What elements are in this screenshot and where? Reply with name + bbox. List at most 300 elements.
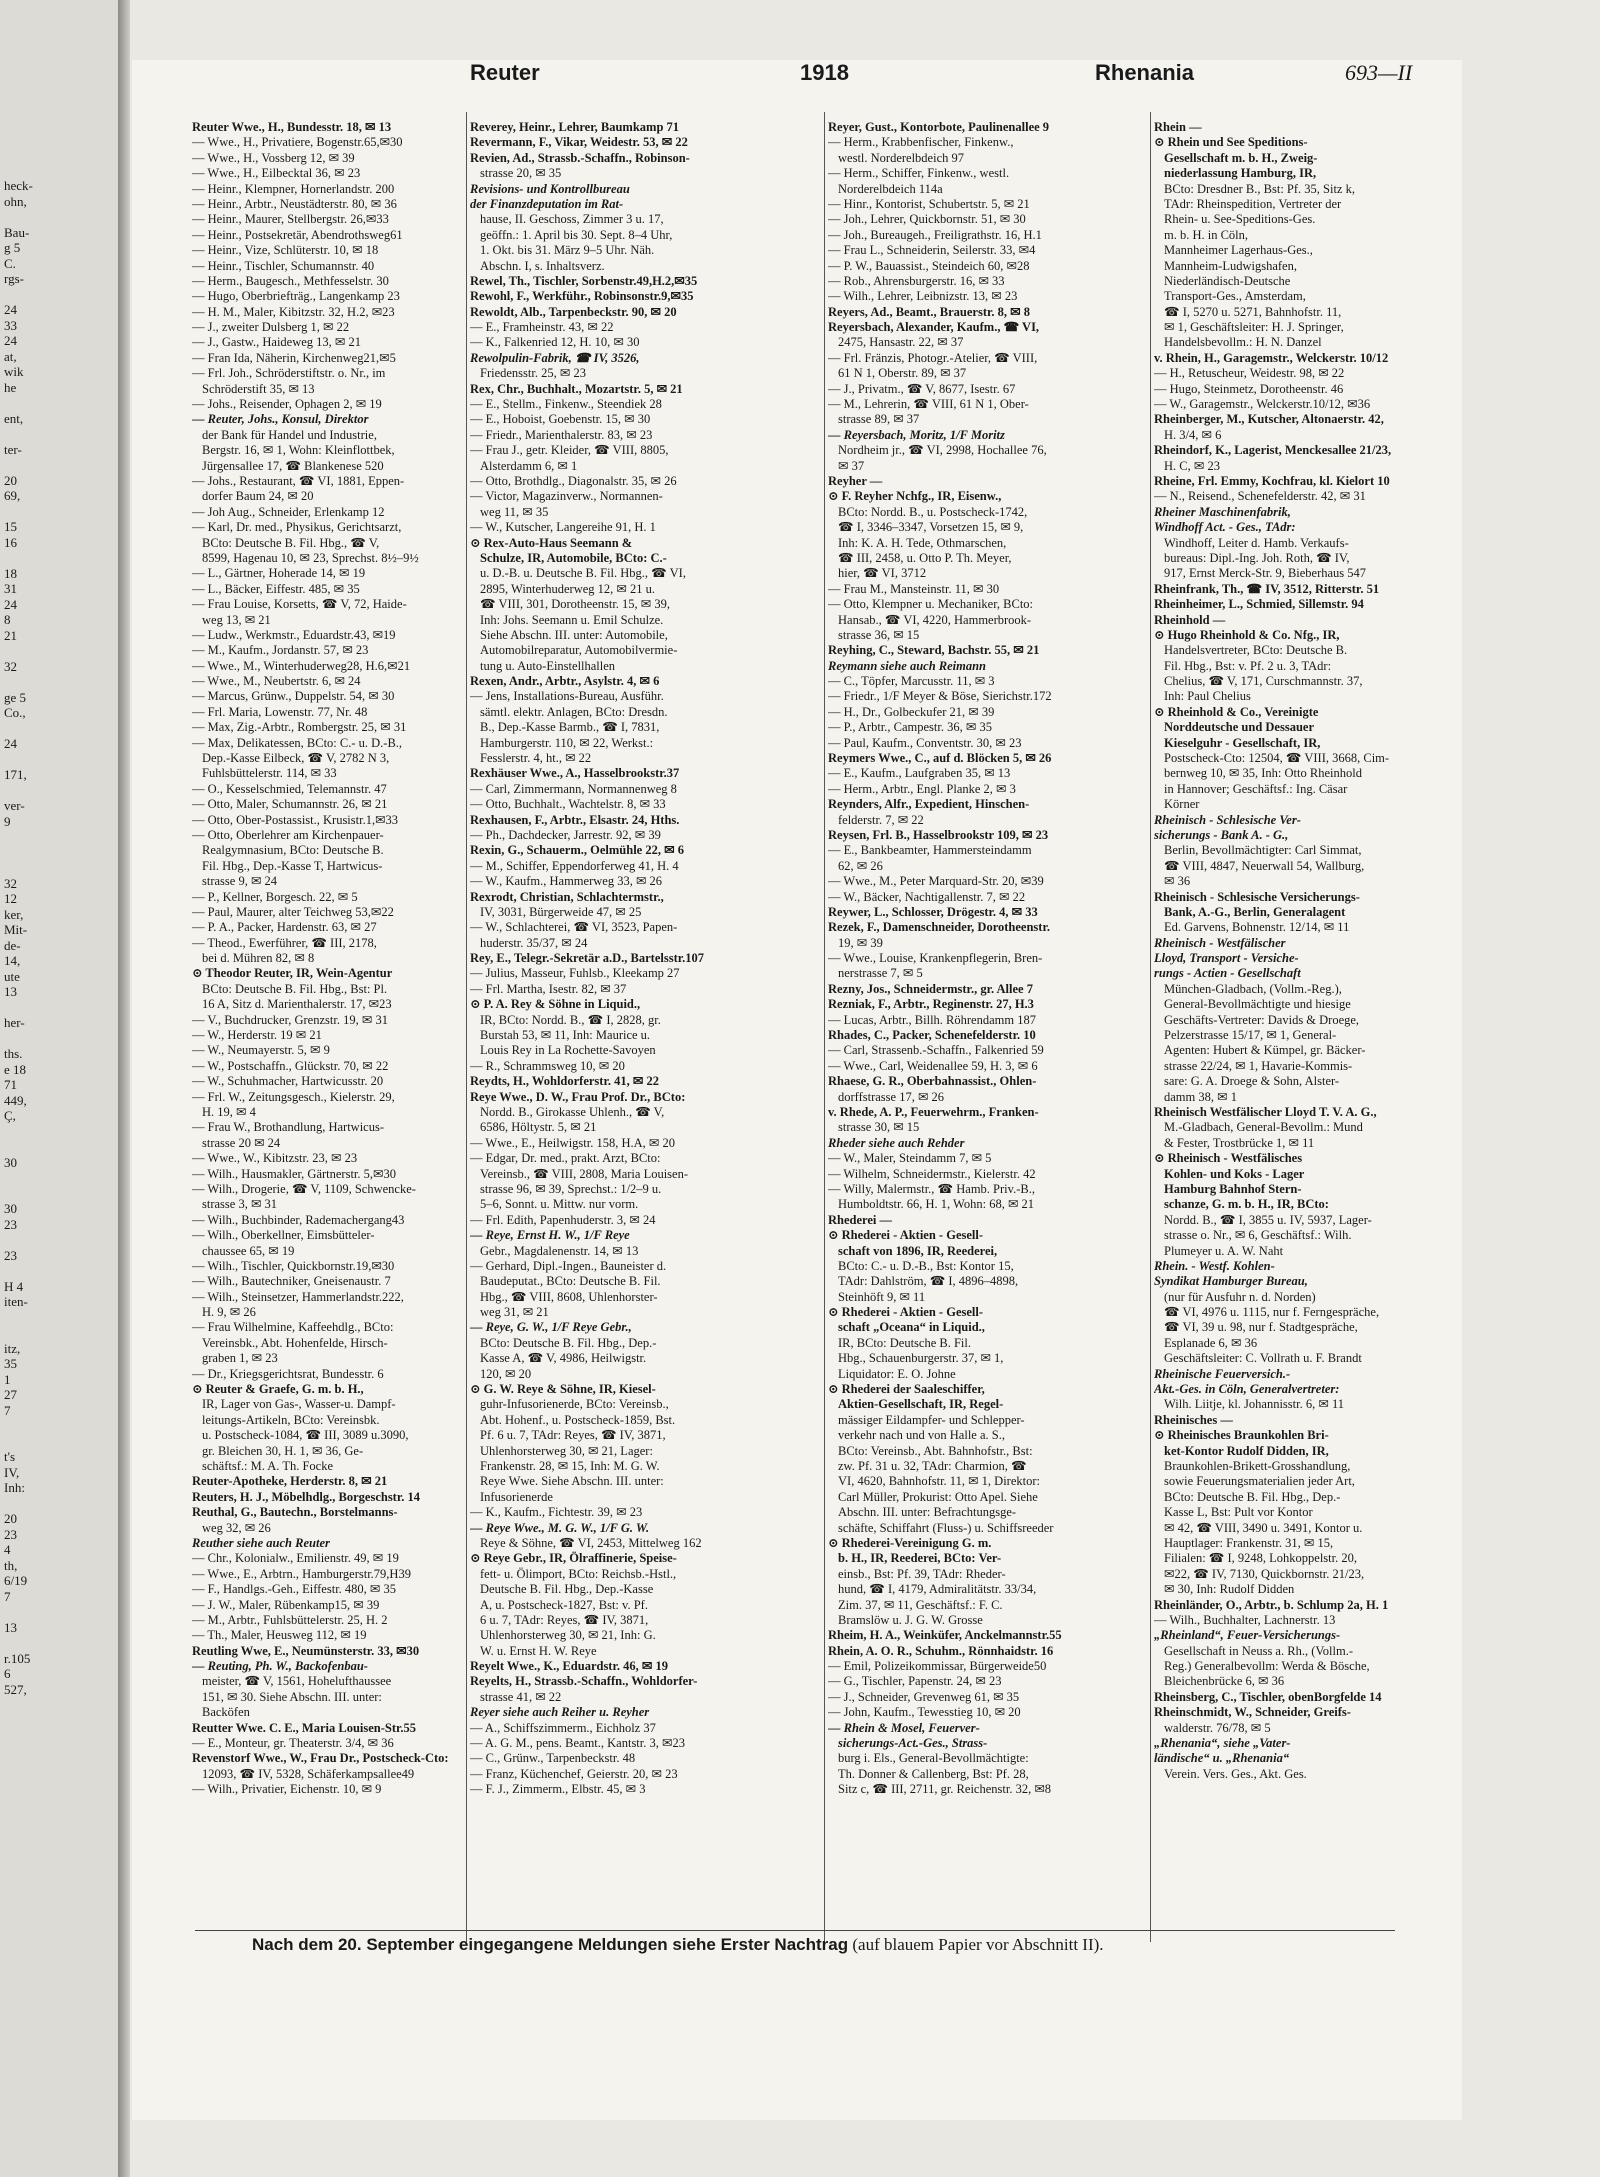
directory-entry-line: — Emil, Polizeikommissar, Bürgerweide50 [828,1659,1047,1674]
directory-entry-line: — Wilh., Buchbinder, Rademachergang43 [192,1212,405,1227]
footer-bold-text: Nach dem 20. September eingegangene Meldungen siehe Erster Nachtrag [252,1935,849,1954]
directory-entry-line: 16 A, Sitz d. Marienthalerstr. 17, ✉23 [202,997,392,1012]
previous-page-fragment: 32 [4,658,17,674]
directory-entry-line: Inh: K. A. H. Tede, Othmarschen, [838,535,1007,550]
previous-page-fragment [4,860,104,876]
directory-entry-line: — Wilh., Lehrer, Leibnizstr. 13, ✉ 23 [828,289,1018,304]
directory-entry-line: — Friedr., 1/F Meyer & Böse, Sierichstr.172 [828,689,1052,704]
directory-entry-line: Rheder siehe auch Rehder [828,1135,965,1150]
directory-entry-line: 5–6, Sonnt. u. Mittw. nur vorm. [480,1197,639,1212]
directory-entry-line: Louis Rey in La Rochette-Savoyen [480,1043,656,1058]
directory-entry-line: IR, BCto: Deutsche B. Fil. [838,1335,971,1350]
directory-entry-line: — Carl, Strassenb.-Schaffn., Falkenried 59 [828,1043,1044,1058]
directory-entry-line: 151, ✉ 30. Siehe Abschn. III. unter: [202,1689,382,1704]
directory-entry-line: — Johs., Reisender, Ophagen 2, ✉ 19 [192,397,382,412]
directory-entry-line: bei d. Mühren 82, ✉ 8 [202,951,315,966]
directory-entry-line: A, u. Postscheck-1827, Bst: v. Pf. [480,1597,648,1612]
directory-entry-line: Humboldtstr. 66, H. 1, Wohn: 68, ✉ 21 [838,1197,1035,1212]
directory-entry-line: — J., zweiter Dulsberg 1, ✉ 22 [192,320,350,335]
directory-entry-line: — Wwe., H., Vossberg 12, ✉ 39 [192,150,355,165]
directory-entry-line: Reye Wwe. Siehe Abschn. III. unter: [480,1474,664,1489]
directory-entry-line: — Frau Louise, Korsetts, ☎ V, 72, Haide- [192,597,407,612]
directory-entry-line: Berlin, Bevollmächtigter: Carl Simmat, [1164,843,1362,858]
previous-page-fragment: he [4,379,17,395]
directory-entry-line: zw. Pf. 31 u. 32, TAdr: Charmion, ☎ [838,1458,1027,1473]
directory-entry-line: ⊙ Rheinisches Braunkohlen Bri- [1154,1428,1329,1443]
previous-page-fragment: 24 [4,596,17,612]
directory-entry-line: Rhein- u. See-Speditions-Ges. [1164,212,1316,227]
directory-entry-line: 61 N 1, Oberstr. 89, ✉ 37 [838,366,967,381]
directory-entry-line: — Frl. Joh., Schröderstiftstr. o. Nr., im [192,366,386,381]
directory-entry-line: — Max, Delikatessen, BCto: C.- u. D.-B., [192,735,403,750]
directory-entry-line: Fesslerstr. 4, ht., ✉ 22 [480,751,592,766]
previous-page-fragment [4,1434,104,1450]
previous-page-fragment [4,829,104,845]
directory-entry-line: Revermann, F., Vikar, Weidestr. 53, ✉ 22 [470,135,688,150]
directory-entry-line: B., Dep.-Kasse Barmb., ☎ I, 7831, [480,720,660,735]
directory-entry-line: Rewel, Th., Tischler, Sorbenstr.49,H.2,✉35 [470,273,698,288]
directory-entry-line: Rezny, Jos., Schneidermstr., gr. Allee 7 [828,981,1033,996]
previous-page-fragment [4,783,104,799]
directory-entry-line: ket-Kontor Rudolf Didden, IR, [1164,1443,1329,1458]
previous-page-fragment [4,1310,104,1326]
directory-entry-line: Pf. 6 u. 7, TAdr: Reyes, ☎ IV, 3871, [480,1428,666,1443]
directory-entry-line: rungs - Actien - Gesellschaft [1154,966,1301,981]
directory-entry-line: v. Rhede, A. P., Feuerwehrm., Franken- [828,1105,1039,1119]
directory-entry-line: strasse 89, ✉ 37 [838,412,920,427]
directory-entry-line: — Wilh., Privatier, Eichenstr. 10, ✉ 9 [192,1782,382,1797]
directory-entry-line: Abschn. I, s. Inhaltsverz. [480,258,605,273]
directory-entry-line: — Heinr., Tischler, Schumannstr. 40 [192,258,375,273]
directory-entry-line: Gesellschaft m. b. H., Zweig- [1164,150,1318,165]
directory-entry-line: u. D.-B. u. Deutsche B. Fil. Hbg., ☎ VI, [480,566,686,581]
directory-entry-line: — Frau Wilhelmine, Kaffeehdlg., BCto: [192,1320,394,1335]
directory-entry-line: — Herm., Arbtr., Engl. Planke 2, ✉ 3 [828,781,1016,796]
directory-entry-line: sicherungs-Act.-Ges., Strass- [838,1736,988,1751]
directory-entry-line: Jürgensallee 17, ☎ Blankenese 520 [202,458,384,473]
directory-entry-line: — Karl, Dr. med., Physikus, Gerichtsarzt, [192,520,402,535]
directory-entry-line: Handelsbevollm.: H. N. Danzel [1164,335,1322,350]
directory-entry-line: Rheinschmidt, W., Schneider, Greifs- [1154,1705,1351,1720]
directory-entry-line: — O., Kesselschmied, Telemannstr. 47 [192,781,387,796]
directory-entry-line: Mannheimer Lagerhaus-Ges., [1164,243,1313,258]
directory-entry-line: Friedensstr. 25, ✉ 23 [480,366,586,381]
directory-entry-line: — Carl, Zimmermann, Normannenweg 8 [470,781,677,796]
directory-entry-line: Hbg., Schauenburgerstr. 37, ✉ 1, [838,1351,1004,1366]
directory-entry-line: bureaus: Dipl.-Ing. Joh. Roth, ☎ IV, [1164,550,1350,565]
directory-entry-line: — R., Schrammsweg 10, ✉ 20 [470,1058,625,1073]
directory-entry-line: ⊙ Rhederei - Aktien - Gesell- [828,1305,984,1320]
directory-entry-line: — Wwe., E., Arbtrn., Hamburgerstr.79,H39 [192,1566,411,1581]
previous-page-fragment [4,1263,104,1279]
directory-entry-line: — W., Kaufm., Hammerweg 33, ✉ 26 [470,874,663,889]
previous-page-fragment: 69, [4,488,21,503]
directory-entry-line: Rewoldt, Alb., Tarpenbeckstr. 90, ✉ 20 [470,304,677,319]
directory-entry-line: Rheinfrank, Th., ☎ IV, 3512, Ritterstr. 51 [1154,581,1380,596]
previous-page-fragment: rgs- [4,271,24,286]
directory-entry-line: schäfte, Schiffahrt (Fluss-) u. Schiffsreeder [838,1520,1054,1535]
directory-entry-line: — E., Framheinstr. 43, ✉ 22 [470,320,614,335]
directory-entry-line: — W., Schuhmacher, Hartwicusstr. 20 [192,1074,384,1089]
directory-entry-line: nerstrasse 7, ✉ 5 [838,966,923,981]
directory-entry-line: 2475, Hansastr. 22, ✉ 37 [838,335,964,350]
directory-entry-line: strasse 36, ✉ 15 [838,627,920,642]
directory-entry-line: — Rob., Ahrensburgerstr. 16, ✉ 33 [828,273,1005,288]
directory-entry-line: Handelsvertreter, BCto: Deutsche B. [1164,643,1348,658]
previous-page-fragment: 71 [4,1077,17,1092]
previous-page-fragment: 32 [4,875,17,891]
previous-page-fragment: 1 [4,1371,11,1387]
directory-entry-line: — J., Schneider, Grevenweg 61, ✉ 35 [828,1689,1020,1704]
directory-entry-line: — Wilh., Oberkellner, Eimsbütteler- [192,1228,375,1243]
previous-page-fragment: 21 [4,627,17,643]
directory-entry-line: Inh: Paul Chelius [1164,689,1251,704]
directory-entry-line: 8599, Hagenau 10, ✉ 23, Sprechst. 8½–9½ [202,550,419,565]
directory-entry-line: — L., Gärtner, Hoherade 14, ✉ 19 [192,566,366,581]
directory-entry-line: — Reye, Ernst H. W., 1/F Reye [470,1228,630,1243]
directory-entry-line: — M., Lehrerin, ☎ VIII, 61 N 1, Ober- [828,397,1029,412]
directory-entry-line: ☎ VIII, 301, Dorotheenstr. 15, ✉ 39, [480,597,671,612]
previous-page-edge [0,0,119,2177]
directory-entry-line: Reyer siehe auch Reiher u. Reyher [470,1705,650,1720]
directory-entry-line: Reymann siehe auch Reimann [828,658,987,673]
directory-entry-line: weg 13, ✉ 21 [202,612,271,627]
directory-entry-line: Fil. Hbg., Bst: v. Pf. 2 u. 3, TAdr: [1164,658,1332,673]
directory-entry-line: sare: G. A. Droege & Sohn, Alster- [1164,1074,1340,1089]
directory-entry-line: Hansab., ☎ VI, 4220, Hammerbrook- [838,612,1032,627]
directory-entry-line: H. 9, ✉ 26 [202,1305,256,1320]
directory-entry-line: IV, 3031, Bürgerweide 47, ✉ 25 [480,904,642,919]
previous-page-fragment: e 18 [4,1061,27,1077]
directory-entry-line: — W., Kutscher, Langereihe 91, H. 1 [470,520,656,535]
directory-entry-line: Rexrodt, Christian, Schlachtermstr., [470,889,664,904]
directory-entry-line: — W., Herderstr. 19 ✉ 21 [192,1028,322,1043]
directory-entry-line: ländische“ u. „Rhenania“ [1154,1751,1290,1766]
directory-entry-line: Baudeputat., BCto: Deutsche B. Fil. [480,1274,661,1289]
directory-entry-line: — P. A., Packer, Hardenstr. 63, ✉ 27 [192,920,377,935]
directory-entry-line: Reyer, Gust., Kontorbote, Paulinenallee 9 [828,120,1050,134]
directory-entry-line: Rhades, C., Packer, Schenefelderstr. 10 [828,1028,1036,1043]
directory-entry-line: Reyhing, C., Steward, Bachstr. 55, ✉ 21 [828,643,1040,658]
directory-entry-line: meister, ☎ V, 1561, Hohelufthaussee [202,1674,392,1689]
previous-page-fragment: H 4 [4,1278,24,1294]
directory-entry-line: — Dr., Kriegsgerichtsrat, Bundesstr. 6 [192,1366,384,1381]
directory-entry-line: 62, ✉ 26 [838,858,883,873]
directory-entry-line: — N., Reisend., Schenefelderstr. 42, ✉ 31 [1154,489,1366,504]
directory-entry-line: — A. G. M., pens. Beamt., Kantstr. 3, ✉23 [470,1736,685,1751]
previous-page-text-fragments [4,178,104,1697]
previous-page-fragment: ver- [4,798,25,813]
directory-entry-line: Rheinische Feuerversich.- [1154,1366,1291,1381]
directory-entry-line: — P., Arbtr., Campestr. 36, ✉ 35 [828,720,992,735]
directory-entry-line: dorffstrasse 17, ✉ 26 [838,1089,945,1104]
directory-entry-line: Th. Donner & Callenberg, Bst: Pf. 28, [838,1766,1029,1781]
directory-entry-line: H. 19, ✉ 4 [202,1105,256,1119]
directory-entry-line: sowie Feuerungsmaterialien jeder Art, [1164,1474,1355,1489]
directory-entry-line: Liquidator: E. O. Johne [838,1366,956,1381]
directory-entry-line: Rezek, F., Damenschneider, Dorotheenstr. [828,920,1050,935]
directory-entry-line: Automobilreparatur, Automobilvermie- [480,643,678,658]
directory-entry-line: — Wwe., M., Winterhuderweg28, H.6,✉21 [192,658,411,673]
directory-entry-line: gr. Bleichen 30, H. 1, ✉ 36, Ge- [202,1443,364,1458]
directory-entry-line: Sitz c, ☎ III, 2711, gr. Reichenstr. 32, ✉8 [838,1782,1052,1797]
directory-entry-line: ☎ III, 2458, u. Otto P. Th. Meyer, [838,550,1012,565]
directory-entry-line: Rheinländer, O., Arbtr., b. Schlump 2a, H. 1 [1154,1597,1389,1612]
directory-entry-line: — Joh., Bureaugeh., Freiligrathstr. 16, H.1 [828,227,1042,242]
previous-page-fragment: r.105 [4,1650,31,1666]
directory-entry-line: Reyersbach, Alexander, Kaufm., ☎ VI, [828,320,1040,335]
previous-page-fragment: 6/19 [4,1573,28,1588]
directory-entry-line: burg i. Els., General-Bevollmächtigte: [838,1751,1029,1766]
directory-entry-line: — Willy, Malermstr., ☎ Hamb. Priv.-B., [828,1181,1035,1196]
directory-entry-line: — Reuting, Ph. W., Backofenbau- [192,1659,368,1674]
directory-entry-line: Schröderstift 35, ✉ 13 [202,381,315,396]
directory-entry-line: Niederländisch-Deutsche [1164,273,1291,288]
directory-entry-line: — Frl. Maria, Lowenstr. 77, Nr. 48 [192,704,368,719]
previous-page-fragment [4,1418,104,1434]
directory-entry-line: Geschäftsleiter: C. Vollrath u. F. Brandt [1164,1351,1362,1366]
directory-entry-line: — Friedr., Marienthalerstr. 83, ✉ 23 [470,427,653,442]
directory-entry-line: bernweg 10, ✉ 35, Inh: Otto Rheinhold [1164,766,1362,781]
directory-entry-line: Revien, Ad., Strassb.-Schaffn., Robinson- [470,150,690,165]
directory-entry-line: Reysen, Frl. B., Hasselbrookstr 109, ✉ 23 [828,827,1049,842]
directory-entry-line: Windhoff Act. - Ges., TAdr: [1154,520,1296,535]
previous-page-fragment: 23 [4,1216,17,1232]
directory-entry-line: — Reye Wwe., M. G. W., 1/F G. W. [470,1520,650,1535]
directory-entry-line: — J., Gastw., Haideweg 13, ✉ 21 [192,335,362,350]
directory-entry-line: 2895, Winterhuderweg 12, ✉ 21 u. [480,581,655,596]
directory-entry-line: Rhederei — [828,1212,892,1227]
directory-entry-line: Rhein — [1154,120,1202,134]
directory-entry-line: ⊙ Rhein und See Speditions- [1154,135,1308,150]
page-number: 693—II [1345,60,1413,85]
page-binding-fold [118,0,130,2177]
directory-entry-line: — Hugo, Oberbriefträg., Langenkamp 23 [192,289,400,304]
previous-page-fragment: Bau- [4,224,30,240]
directory-entry-line: Windhoff, Leiter d. Hamb. Verkaufs- [1164,535,1349,550]
directory-entry-line: Esplanade 6, ✉ 36 [1164,1335,1258,1350]
directory-entry-line: ☎ I, 5270 u. 5271, Bahnhofstr. 11, [1164,304,1342,319]
directory-entry-line: BCto: Deutsche B. Fil. Hbg., Dep.- [480,1335,657,1350]
directory-entry-line: — Julius, Masseur, Fuhlsb., Kleekamp 27 [470,966,680,981]
directory-entry-line: — Wilh., Tischler, Quickbornstr.19,✉30 [192,1258,395,1273]
directory-entry-line: H. C, ✉ 23 [1164,458,1220,473]
directory-entry-line: Mannheim-Ludwigshafen, [1164,258,1297,273]
directory-entry-line: — W., Bäcker, Nachtigallenstr. 7, ✉ 22 [828,889,1026,904]
directory-entry-line: graben 1, ✉ 23 [202,1351,278,1366]
directory-entry-line: 6586, Höltystr. 5, ✉ 21 [480,1120,597,1135]
directory-entry-line: ⊙ Rex-Auto-Haus Seemann & [470,535,633,550]
previous-page-fragment: 9 [4,813,11,829]
directory-entry-line: — Johs., Restaurant, ☎ VI, 1881, Eppen- [192,473,405,488]
previous-page-fragment: 6 [4,1666,11,1681]
directory-entry-line: Plumeyer u. A. W. Naht [1164,1243,1284,1258]
directory-entry-line: Reg.) Generalbevollm: Werda & Bösche, [1164,1659,1370,1674]
previous-page-fragment: 24 [4,333,17,348]
directory-entry-line: ✉ 1, Geschäftsleiter: H. J. Springer, [1164,320,1344,335]
directory-entry-line: ⊙ Reye Gebr., IR, Ölraffinerie, Speise- [470,1551,677,1566]
previous-page-fragment: Co., [4,705,26,720]
directory-entry-line: Rheinisch - Schlesische Ver- [1154,812,1301,827]
footer-text: (auf blauem Papier vor Abschnitt II). [852,1935,1104,1954]
directory-entry-line: sicherungs - Bank A. - G., [1154,827,1289,842]
directory-entry-line: ☎ VI, 39 u. 98, nur f. Stadtgespräche, [1164,1320,1358,1335]
previous-page-fragment [4,504,104,520]
previous-page-fragment [4,426,104,442]
directory-entry-line: Hamburgerstr. 110, ✉ 22, Werkst.: [480,735,654,750]
directory-entry-line: — W., Maler, Steindamm 7, ✉ 5 [828,1151,992,1166]
directory-entry-line: Uhlenhorsterweg 30, ✉ 21, Lager: [480,1443,653,1458]
directory-entry-line: ✉ 36 [1164,874,1191,889]
previous-page-fragment: ker, [4,906,24,922]
directory-entry-line: Rheim, H. A., Weinküfer, Anckelmannstr.55 [828,1628,1062,1643]
directory-entry-line: Kohlen- und Koks - Lager [1164,1166,1305,1181]
directory-entry-line: Inh: Johs. Seemann u. Emil Schulze. [480,612,664,627]
directory-entry-line: Gesellschaft in Neuss a. Rh., (Vollm.- [1164,1643,1353,1658]
directory-entry-line: Rhein. - Westf. Kohlen- [1154,1258,1275,1273]
directory-entry-line: einsb., Bst: Pf. 39, TAdr: Rheder- [838,1566,1006,1581]
previous-page-fragment: 33 [4,317,17,333]
previous-page-fragment: her- [4,1015,25,1030]
directory-entry-line: Rheinisch Westfälischer Lloyd T. V. A. G., [1154,1105,1377,1119]
directory-entry-line: Realgymnasium, BCto: Deutsche B. [202,843,384,858]
previous-page-fragment [4,457,104,473]
previous-page-fragment: ge 5 [4,689,27,705]
directory-entry-line: TAdr: Dahlström, ☎ I, 4896–4898, [838,1274,1019,1289]
directory-entry-line: — Frl. Fränzis, Photogr.-Atelier, ☎ VIII, [828,350,1038,365]
directory-entry-line: Zim. 37, ✉ 11, Geschäftsf.: F. C. [838,1597,1003,1612]
directory-entry-line: — G., Tischler, Papenstr. 24, ✉ 23 [828,1674,1002,1689]
directory-entry-line: — Otto, Buchhalt., Wachtelstr. 8, ✉ 33 [470,797,666,812]
directory-entry-line: Reyher — [828,473,883,488]
directory-entry-line: — Wilh., Steinsetzer, Hammerlandstr.222, [192,1289,404,1304]
directory-entry-line: — Reuter, Johs., Konsul, Direktor [192,412,369,427]
directory-entry-line: 19, ✉ 39 [838,935,883,950]
footer-note [252,1935,1452,1955]
directory-entry-line: — E., Kaufm., Laufgraben 35, ✉ 13 [828,766,1011,781]
directory-entry-line: Ed. Garvens, Bohnenstr. 12/14, ✉ 11 [1164,920,1350,935]
directory-entry-line: Abschn. III. unter: Befrachtungsge- [838,1505,1017,1520]
directory-entry-line: strasse 3, ✉ 31 [202,1197,278,1212]
previous-page-fragment [4,395,104,411]
directory-entry-line: huderstr. 35/37, ✉ 24 [480,935,588,950]
directory-entry-line: ⊙ Rheinisch - Westfälisches [1154,1151,1303,1166]
directory-entry-line: — Max, Zig.-Arbtr., Rombergstr. 25, ✉ 31 [192,720,407,735]
directory-entry-line: ✉ 30, Inh: Rudolf Didden [1164,1582,1295,1597]
directory-entry-line: Rey, E., Telegr.-Sekretär a.D., Bartelsstr.107 [470,951,705,966]
directory-entry-line: tung u. Auto-Einstellhallen [480,658,616,673]
directory-entry-line: H. 3/4, ✉ 6 [1164,427,1222,442]
previous-page-fragment: 24 [4,736,17,751]
previous-page-fragment: 14, [4,953,21,968]
directory-entry-line: — Franz, Küchenchef, Geierstr. 20, ✉ 23 [470,1766,678,1781]
directory-entry-line: ⊙ Reuter & Graefe, G. m. b. H., [192,1382,364,1397]
previous-page-fragment: IV, [4,1464,20,1480]
directory-entry-line: — Wwe., Carl, Weidenallee 59, H. 3, ✉ 6 [828,1058,1038,1073]
directory-entry-line: niederlassung Hamburg, IR, [1164,166,1317,181]
column-divider [466,112,467,1942]
directory-entry-line: Gebr., Magdalenenstr. 14, ✉ 13 [480,1243,639,1258]
directory-entry-line: Kasse A, ☎ V, 4986, Heilwigstr. [480,1351,647,1366]
directory-entry-line: Infusorienerde [480,1489,553,1504]
directory-entry-line: dorfer Baum 24, ✉ 20 [202,489,314,504]
directory-entry-line: schaft von 1896, IR, Reederei, [838,1243,998,1258]
directory-entry-line: ⊙ G. W. Reye & Söhne, IR, Kiesel- [470,1382,656,1397]
directory-entry-line: Rexen, Andr., Arbtr., Asylstr. 4, ✉ 6 [470,674,660,689]
directory-entry-line: ✉22, ☎ IV, 7130, Quickbornstr. 21/23, [1164,1566,1365,1581]
directory-entry-line: — Paul, Kaufm., Conventstr. 30, ✉ 23 [828,735,1022,750]
directory-entry-line: BCto: Deutsche B. Fil. Hbg., Dep.- [1164,1489,1341,1504]
directory-entry-line: — Joh Aug., Schneider, Erlenkamp 12 [192,504,385,519]
previous-page-fragment: 20 [4,1511,17,1526]
directory-entry-line: Braunkohlen-Brikett-Grosshandlung, [1164,1458,1351,1473]
directory-entry-line: Vereinsb., ☎ VIII, 2808, Maria Louisen- [480,1166,689,1181]
directory-entry-line: Rewolpulin-Fabrik, ☎ IV, 3526, [470,350,640,365]
directory-entry-line: Rexhausen, F., Arbtr., Elsastr. 24, Hths. [470,812,680,827]
directory-entry-line: — M., Arbtr., Fuhlsbüttelerstr. 25, H. 2 [192,1612,388,1627]
previous-page-fragment: 31 [4,581,17,596]
directory-entry-line: — Wwe., M., Neubertstr. 6, ✉ 24 [192,674,361,689]
directory-entry-line: Reyelts, H., Strassb.-Schaffn., Wohldorfer- [470,1674,698,1689]
directory-entry-line: — Rhein & Mosel, Feuerver- [828,1720,980,1735]
directory-entry-line: — Frau J., getr. Kleider, ☎ VIII, 8805, [470,443,669,458]
directory-entry-line: Körner [1164,797,1200,812]
directory-entry-line: Alsterdamm 6, ✉ 1 [480,458,578,473]
directory-entry-line: Syndikat Hamburger Bureau, [1154,1274,1308,1289]
directory-entry-line: Rheinisch - Westfälischer [1154,935,1286,950]
directory-entry-line: — John, Kaufm., Tewesstieg 10, ✉ 20 [828,1705,1021,1720]
directory-entry-line: Filialen: ☎ I, 9248, Lohkoppelstr. 20, [1164,1551,1357,1566]
directory-entry-line: — Otto, Brothdlg., Diagonalstr. 35, ✉ 26 [470,473,677,488]
directory-entry-line: Agenten: Hubert & Kümpel, gr. Bäcker- [1164,1043,1366,1058]
directory-entry-line: schaft „Oceana“ in Liquid., [838,1320,985,1335]
directory-entry-line: Rheiner Maschinenfabrik, [1154,504,1291,519]
directory-entry-line: „Rheinland“, Feuer-Versicherungs- [1154,1628,1341,1643]
directory-entry-line: strasse 96, ✉ 39, Sprechst.: 1/2–9 u. [480,1181,662,1196]
previous-page-fragment: 7 [4,1588,11,1604]
previous-page-fragment: 30 [4,1201,17,1216]
directory-entry-line: IR, BCto: Nordd. B., ☎ I, 2828, gr. [480,1012,661,1027]
directory-entry-line: b. H., IR, Reederei, BCto: Ver- [838,1551,1002,1566]
directory-entry-line: — Marcus, Grünw., Duppelstr. 54, ✉ 30 [192,689,395,704]
directory-entry-line: geöffn.: 1. April bis 30. Sept. 8–4 Uhr, [480,227,673,242]
directory-entry-line: — Heinr., Maurer, Stellbergstr. 26,✉33 [192,212,389,227]
directory-entry-line: ⊙ Theodor Reuter, IR, Wein-Agentur [192,966,393,981]
directory-entry-line: u. Postscheck-1084, ☎ III, 3089 u.3090, [202,1428,409,1443]
directory-entry-line: Schulze, IR, Automobile, BCto: C.- [480,550,667,565]
directory-entry-line: — Paul, Maurer, alter Teichweg 53,✉22 [192,904,394,919]
column-1 [192,120,464,1798]
previous-page-fragment [4,1186,104,1202]
previous-page-fragment [4,1170,104,1186]
directory-entry-line: Rheine, Frl. Emmy, Kochfrau, kl. Kielort 10 [1154,473,1390,488]
directory-entry-line: — Wwe., Louise, Krankenpflegerin, Bren- [828,951,1043,966]
directory-entry-line: Frankenstr. 28, ✉ 15, Inh: M. G. W. [480,1458,660,1473]
directory-entry-line: Carl Müller, Prokurist: Otto Apel. Siehe [838,1489,1038,1504]
directory-entry-line: Rheindorf, K., Lagerist, Menckesallee 21/23, [1154,443,1392,458]
directory-entry-line: — P., Kellner, Borgesch. 22, ✉ 5 [192,889,358,904]
directory-entry-line: Rex, Chr., Buchhalt., Mozartstr. 5, ✉ 21 [470,381,683,396]
previous-page-fragment [4,1496,104,1512]
directory-entry-line: — Frl. Martha, Isestr. 82, ✉ 37 [470,981,627,996]
directory-entry-line: Reye & Söhne, ☎ VI, 2453, Mittelweg 162 [480,1535,702,1550]
directory-entry-line: Reuter-Apotheke, Herderstr. 8, ✉ 21 [192,1474,388,1489]
directory-entry-line: BCto: C.- u. D.-B., Bst: Kontor 15, [838,1258,1014,1273]
directory-entry-line: ⊙ Rhederei-Vereinigung G. m. [828,1535,992,1550]
directory-entry-line: — A., Schiffszimmerm., Eichholz 37 [470,1720,656,1735]
directory-entry-line: chaussee 65, ✉ 19 [202,1243,295,1258]
directory-entry-line: Verein. Vers. Ges., Akt. Ges. [1164,1766,1307,1781]
